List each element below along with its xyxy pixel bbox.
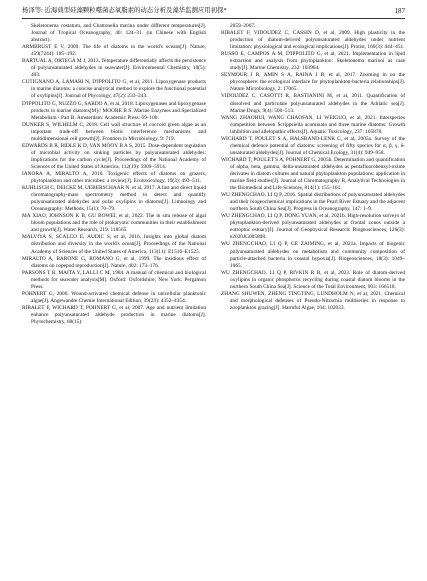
reference-entry: WU ZHENGCHAO, LI Q P, DONG YUAN, et al, 2021b. High-resolution surveys of phytoplankton-derived polyunsaturated aldehydes at frontal zones outside a eutrophic estuary[J]. Journal of Geophysical Research: Biogeosciences, 126(3): e2020JG005808.: [221, 213, 405, 241]
reference-entry: VIDOUDEZ C, CASOTTI R, BASTIANINI M, et al, 2011. Quantification of dissolved and particulate polyunsaturated aldehydes in the Adriatic sea[J]. Marine Drugs, 9(4): 500–513.: [221, 93, 405, 114]
reference-entry: WU ZHENGCHAO, LI Q P, GE ZAIMING, et al, 2021a. Impacts of biogenic polyunsaturated aldehydes on metabolism and community composition of particle-attached bacteria in coastal hypoxia[J]. Biogeosciences, 18(3): 1049–1065.: [221, 241, 405, 269]
reference-entry: RUSSO E, CAMPOS A M, D'IPPOLITO G, et al, 2021. Implementation in lipid extraction and analysis from phytoplankton: Skeletonema marinoi as case study[J]. Marine Chemistry, 232: 103964.: [221, 51, 405, 72]
reference-entry: 2059–2067.: [230, 23, 256, 29]
running-header: [22, 4, 405, 19]
reference-entry: WU ZHENGCHAO, LI Q P, RIVKIN R B, et al, 2023. Role of diatom-derived oxylipins in organic phosphorus recycling during coastal diatom blooms in the northern South China Sea[J]. Science of the Total Environment, 903: 166518.: [221, 269, 405, 290]
reference-columns: [22, 23, 405, 581]
reference-entry: MA XIAO, JOHNSON K B, GU BOWEI, et al, 2022. The in situ release of algal bloom populations and the role of prokaryotic communities in their establishment and growth[J]. Water Research, 219: 118565.: [22, 213, 206, 234]
reference-entry: WANG ZHAOHUI, WANG CHAOFAN, LI WEIGUO, et al, 2021. Interspecies competition between Scrippsiella acuminata and three marine diatoms: Growth inhibition and allelopathic effects[J]. Aquatic Toxicology, 237: 105878.: [221, 114, 405, 135]
reference-entry: MIRALTO A, BARONE G, ROMANO G, et al, 1999. The insidious effect of diatoms on copepod reproduction[J]. Nature, 402: 173–176.: [22, 255, 206, 269]
reference-entry: SEYMOUR J R, AMIN S A, RAINA J B, et al, 2017. Zooming in on the phycosphere: the ecological interface for phytoplankton-bacteria relationships[J]. Nature Microbiology, 2: 17065.: [221, 72, 405, 93]
reference-entry: WICHARD T, POULET S A, POHNERT G, 2005b. Determination and quantification of alpha, beta, gamma, delta-unsaturated aldehydes as pentafluorobenzyl-oxime derivates in diatom cultures and natural phytoplankton populations: application in marine field studies[J]. Journal of Chromatography B, Analytical Technologies in the Biomedical and Life Sciences, 814(1): 155–161.: [221, 156, 405, 192]
reference-entry: ZHANG SHUWEN, ZHENG TINGTING, LUNDHOLM N, et al, 2021. Chemical and morphological defenses of Pseudo-Nitzschia multiseries in response to zooplankton grazing[J]. Harmful Algae, 104: 102033.: [221, 290, 405, 311]
reference-entry: D'IPPOLITO G, NUZZO G, SARDO A, et al, 2018. Lipoxygenases and lipoxygenase products in marine diatoms[M]// MOORE B S. Marine Enzymes and Specialized Metabolism - Part B. Amsterdam: Academic Press: 69–100.: [22, 100, 206, 121]
right-column: [221, 23, 405, 581]
reference-entry: BARTUAL A, ORTEGA M J, 2013. Temperature differentially affects the persistence of polyunsaturated aldehydes in seawater[J]. Environmental Chemistry, 10(5): 403.: [22, 58, 206, 79]
reference-entry: RIBALET F, VIDOUDEZ C, CASSIN D, et al, 2009. High plasticity in the production of diatom-derived polyunsaturated aldehydes under nutrient limitation: physiological and ecological implications[J]. Protist, 160(3): 444–451.: [221, 30, 405, 51]
page-number: 187: [394, 7, 405, 15]
reference-entry: Skeletonema costatum, and Chattonella marina under different temperatures[J]. Journal of Tropical Oceanography, 40: 124–31. (in Chinese with English abstract).: [31, 23, 206, 44]
reference-entry: IANORA A, MIRALTO A, 2010. Toxigenic effects of diatoms on grazers, phytoplankton and other microbes: a review[J]. Ecotoxicology, 19(3): 493–511.: [22, 170, 206, 185]
left-column: [22, 23, 206, 581]
reference-entry: RIBALET F, WICHARD T, POHNERT G, et al, 2007. Age and nutrient limitation enhance polyunsaturated aldehyde production in marine diatoms[J]. Phytochemistry, 68(15):: [22, 304, 206, 325]
reference-entry: DUNKER S, WILHELM C, 2018. Cell wall structure of coccoid green algae as an important trade-off between biotic interference mechanisms and multidimensional cell growth[J]. Frontiers in Microbiology, 9: 719.: [22, 121, 206, 142]
reference-entry: EDWARDS B R, BIDLE K D, VAN MOOY B A S, 2015. Dose-dependent regulation of microbial activity on sinking particles by polyunsaturated aldehydes: Implications for the carbon cycle[J]. Proceedings of the National Academy of Sciences of the United States of America, 112(19): 5909–5914.: [22, 142, 206, 170]
reference-entry: MALVIYA S, SCALCO E, AUDIC S, et al, 2016. Insights into global diatom distribution and diversity in the world's ocean[J]. Proceedings of the National Academy of Sciences of the United States of America, 113(11): E1516–E1525.: [22, 234, 206, 255]
reference-entry: KUHLISCH C, DEICKE M, UEBERSCHAAR N, et al, 2017. A fast and direct liquid chromatography-mass spectrometry method to detect and quantify polyunsaturated aldehydes and polar oxylipins in diatoms[J]. Limnology and Oceanography: Methods, 15(1): 70–79.: [22, 185, 206, 213]
reference-entry: POHNERT G, 2000. Wound-activated chemical defense in unicellular planktonic algae[J]. Angewandte Chemie International Edition, 39(23): 4352–4354.: [22, 290, 206, 304]
reference-entry: WICHARD T, POULET S A, HALSBAND-LENK C, et al, 2005a. Survey of the chemical defence potential of diatoms: screening of fifty species for α, β, γ, δ-unsaturated aldehydes[J]. Journal of Chemical Ecology, 31(4): 949–958.: [221, 135, 405, 156]
running-title: 杨泽等: 近海典型硅藻颗粒噬菌态氧脂素的动态分析及藻华监测应用初探*: [22, 7, 227, 14]
reference-entry: CUTIGNANO A, LAMARI N, D'IPPOLITO G, et al, 2011. Lipoxygenase products in marine diatoms: a concise analytical method to explore the functional potential of oxylipins[J]. Journal of Phycology, 47(2): 233–243.: [22, 79, 206, 100]
reference-entry: WU ZHENGCHAO, LI Q P, 2016. Spatial distributions of polyunsaturated aldehydes and their biogeochemical implications in the Pearl River Estuary and the adjacent northern South China Sea[J]. Progress in Oceanography, 147: 1–9.: [221, 192, 405, 213]
reference-entry: ARMBRUST E V, 2009. The life of diatoms in the world's oceans[J]. Nature, 459(7244): 185–192.: [22, 44, 206, 58]
reference-entry: PARSONS T R, MAITA Y, LALLI C M, 1984. A manual of chemical and biological methods for seawater analysis[M]. Oxford: Oxfordshire; New York: Pergamon Press.: [22, 269, 206, 290]
